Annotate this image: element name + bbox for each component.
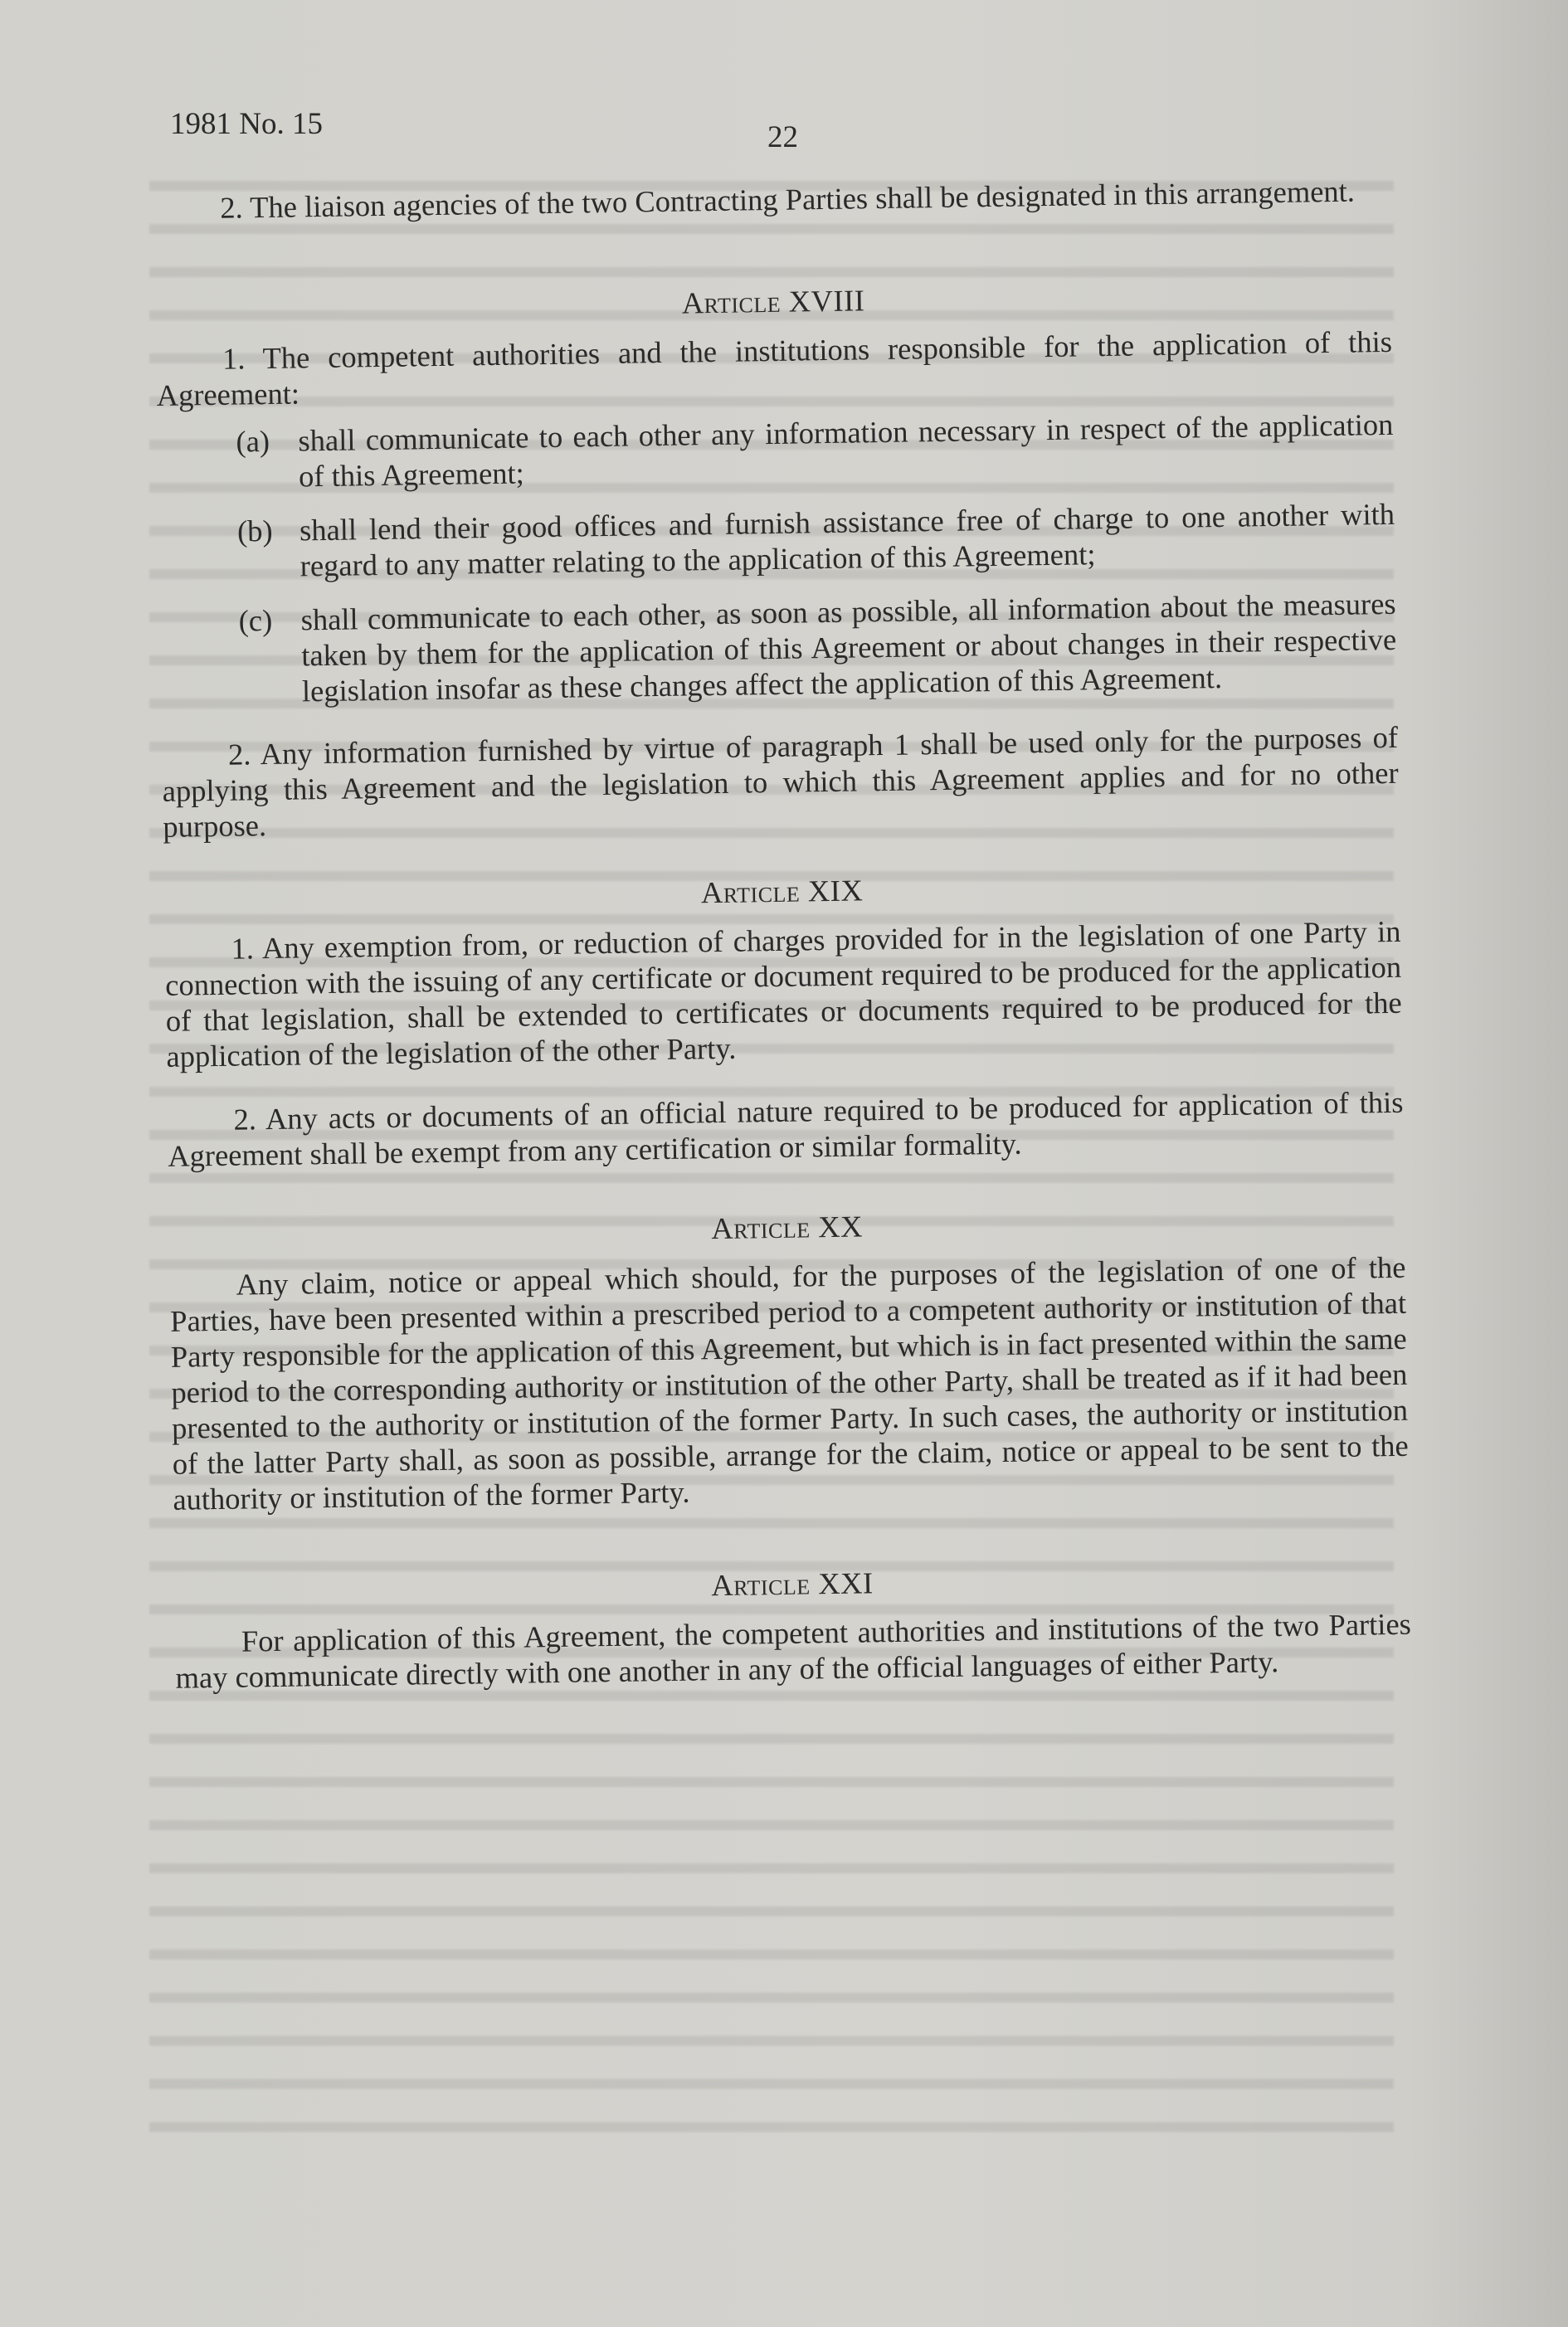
paragraph: 2. Any acts or documents of an official nature required to be produced for application of this Agreement shall be exempt from any certification or similar formality. (167, 1084, 1404, 1173)
article-heading (163, 864, 1400, 918)
article-heading-number: XX (817, 1209, 864, 1244)
list-item-label: (c) (238, 602, 273, 638)
list-item-label: (a) (236, 423, 270, 459)
page-number: 22 (767, 120, 798, 154)
page-header (170, 106, 1390, 156)
paragraph: Any claim, notice or appeal which should, for the purposes of the legislation of one of the Parties, have been presented within a prescribed period to a competent authority or institution of that Party responsible for the application of this Agreement, but which is in fact presented within the same period to the corresponding authority or institution of the other Party, shall be treated as if it had been presented to the authority or institution of the former Party. In such cases, the authority or institution of the latter Party shall, as soon as possible, arrange for the claim, notice or appeal to be sent to the authority or institution of the former Party. (169, 1249, 1409, 1516)
list-item-label: (b) (236, 513, 273, 548)
article-heading-word: Article (681, 284, 782, 320)
obligations-list (157, 406, 1397, 711)
list-item (158, 496, 1395, 586)
article-heading (174, 1557, 1410, 1611)
article-xviii (155, 275, 1400, 845)
list-item (159, 586, 1397, 711)
article-heading-word: Article (711, 1566, 811, 1603)
article-heading-number: XXI (817, 1565, 874, 1601)
article-xx (168, 1200, 1409, 1517)
article-heading-word: Article (700, 874, 801, 910)
list-item-text: shall communicate to each other any information necessary in respect of the application of this Agreement; (298, 406, 1394, 494)
paragraph: For application of this Agreement, the competent authorities and institutions of the two Parties may communicate directly with one another in any of the official languages of either Party. (175, 1606, 1412, 1695)
list-item (157, 406, 1394, 496)
paragraph: 1. The competent authorities and the institutions responsible for the application of this Agreement: (156, 324, 1393, 412)
paragraph: 1. Any exemption from, or reduction of charges provided for in the legislation of one Party in connection with the issuing of any certificate or document required to be produced for the application of that legislation, shall be extended to certificates or documents required to be produced for the application of the legislation of the other Party. (164, 913, 1402, 1073)
page-body (153, 173, 1412, 1719)
article-xxi (174, 1557, 1412, 1696)
article-heading-word: Article (710, 1210, 811, 1246)
article-heading-number: XIX (807, 873, 864, 908)
paragraph: 2. Any information furnished by virtue of paragraph 1 shall be used only for the purposes of applying this Agreement and the legislation to which this Agreement applies and for no other purpose. (162, 719, 1399, 844)
article-heading-number: XVIII (788, 283, 865, 319)
running-head: 1981 No. 15 (170, 107, 323, 141)
article-xix (163, 864, 1404, 1174)
paragraph-liaison-agencies: 2. The liaison agencies of the two Contracting Parties shall be designated in this arrangement. (220, 173, 1356, 225)
article-heading (168, 1200, 1405, 1254)
list-item-text: shall communicate to each other, as soon as possible, all information about the measures taken by them for the application of this Agreement or about changes in their respective legislation insofar as these changes affect the application of this Agreement. (300, 586, 1397, 708)
article-heading (155, 275, 1391, 329)
list-item-text: shall lend their good offices and furnish assistance free of charge to one another with regard to any matter relating to the application of this Agreement; (299, 496, 1395, 583)
